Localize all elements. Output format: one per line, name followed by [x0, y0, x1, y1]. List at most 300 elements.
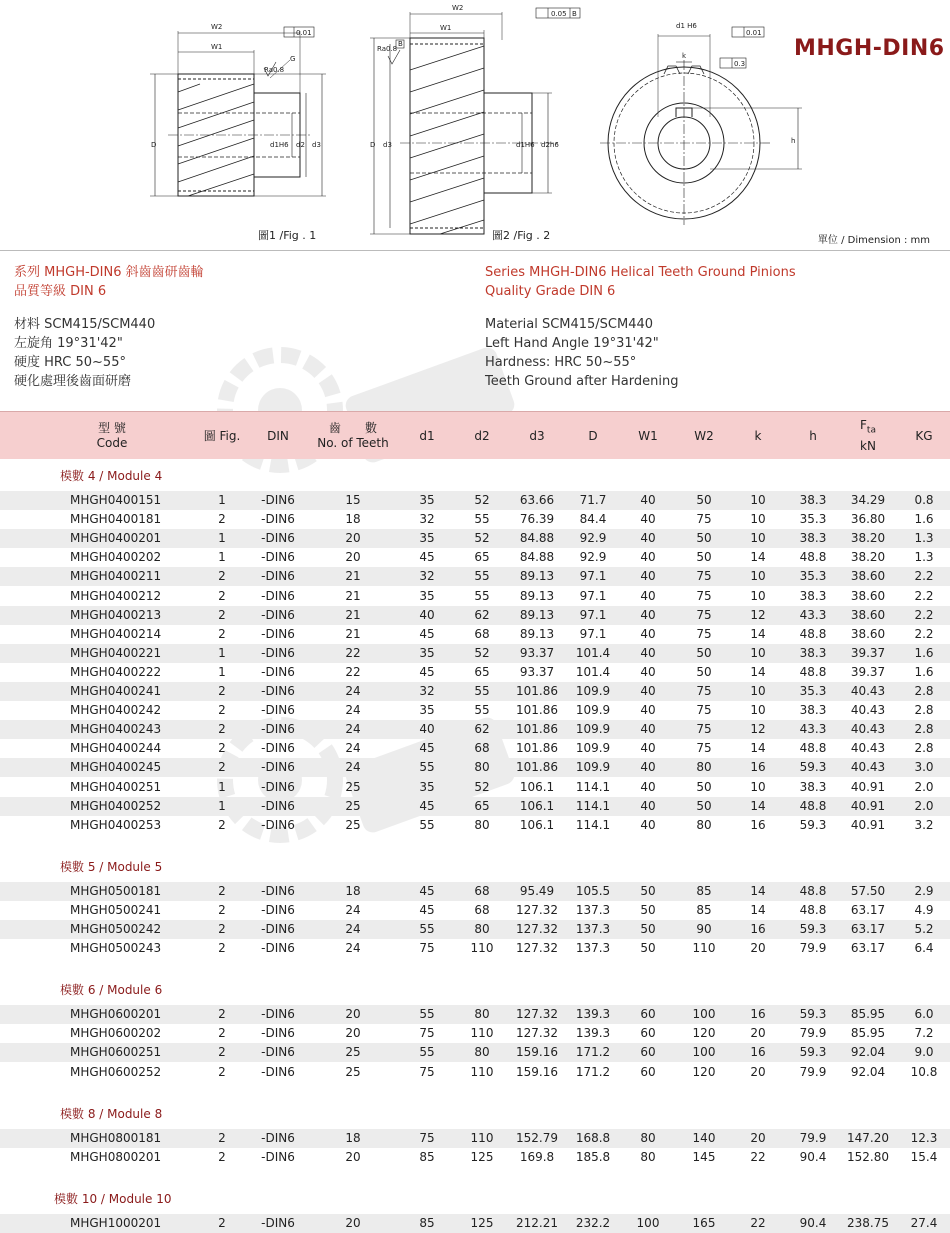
cell-d3: 93.37: [519, 645, 555, 660]
cell-w2: 50: [696, 798, 712, 813]
cell-kg: 7.2: [914, 1026, 934, 1041]
cell-din: -DIN6: [261, 798, 295, 813]
cell-fig: 2: [218, 760, 226, 775]
cell-h: 48.8: [799, 798, 827, 813]
cell-D: 105.5: [575, 883, 611, 898]
fig3-h-label: h: [791, 137, 796, 145]
cell-w1: 80: [640, 1149, 656, 1164]
cell-d2: 55: [474, 588, 490, 603]
table-row: [0, 644, 950, 663]
cell-din: -DIN6: [261, 531, 295, 546]
fig2-caption: 圖2 /Fig . 2: [492, 229, 551, 242]
cell-fig: 2: [218, 817, 226, 832]
cell-kg: 1.6: [914, 664, 934, 679]
cell-kg: 2.8: [914, 741, 934, 756]
cell-din: -DIN6: [261, 550, 295, 565]
cell-w2: 110: [692, 941, 716, 956]
fig1-w1-label: W1: [211, 43, 223, 51]
cell-code: MHGH0400245: [70, 760, 162, 775]
cell-k: 10: [750, 645, 766, 660]
cell-kg: 1.6: [914, 512, 934, 527]
cell-D: 114.1: [575, 817, 611, 832]
cell-code: MHGH0400213: [70, 607, 162, 622]
cell-din: -DIN6: [261, 493, 295, 507]
cell-teeth: 25: [345, 1045, 361, 1060]
header-teeth: 齒 數 No. of Teeth: [317, 421, 389, 450]
cell-d1: 32: [419, 569, 435, 584]
cell-h: 48.8: [799, 626, 827, 641]
cell-teeth: 24: [345, 902, 361, 917]
cell-fta: 63.17: [850, 902, 886, 917]
cell-w1: 40: [640, 493, 656, 507]
cell-d1: 35: [419, 645, 435, 660]
cell-fig: 1: [218, 779, 226, 794]
table-row: [0, 920, 950, 939]
cell-d3: 89.13: [519, 588, 555, 603]
cell-h: 79.9: [799, 1064, 827, 1079]
cell-d3: 127.32: [516, 902, 558, 917]
cell-d2: 55: [474, 703, 490, 718]
cell-d3: 101.86: [516, 703, 558, 718]
cell-d1: 35: [419, 779, 435, 794]
cell-d3: 101.86: [516, 760, 558, 775]
header-code: 型 號 Code: [96, 421, 128, 450]
cell-d3: 106.1: [519, 779, 555, 794]
cell-fig: 2: [218, 741, 226, 756]
cell-d1: 32: [419, 512, 435, 527]
cell-k: 10: [750, 588, 766, 603]
table-row: [0, 1005, 950, 1024]
cell-h: 48.8: [799, 664, 827, 679]
cell-teeth: 15: [345, 493, 361, 507]
cell-d3: 101.86: [516, 722, 558, 737]
cell-d2: 62: [474, 722, 490, 737]
cell-d2: 110: [470, 941, 494, 956]
spec-cn-angle: 左旋角 19°31'42": [14, 336, 123, 351]
fig1-tol-label: 0.01: [296, 29, 312, 37]
cell-d3: 84.88: [519, 531, 555, 546]
cell-fig: 2: [218, 941, 226, 956]
fig2-w2-label: W2: [452, 4, 464, 12]
cell-d2: 65: [474, 798, 490, 813]
cell-fta: 57.50: [850, 883, 886, 898]
cell-D: 97.1: [579, 588, 607, 603]
cell-h: 79.9: [799, 1026, 827, 1041]
cell-w2: 75: [696, 684, 712, 698]
fig3-drawing: [600, 27, 802, 225]
cell-k: 20: [750, 1064, 766, 1079]
cell-h: 35.3: [799, 512, 827, 527]
cell-h: 35.3: [799, 569, 827, 584]
cell-D: 101.4: [575, 664, 611, 679]
cell-kg: 2.0: [914, 779, 934, 794]
cell-teeth: 24: [345, 941, 361, 956]
cell-teeth: 25: [345, 779, 361, 794]
table-row: [0, 816, 950, 835]
cell-din: -DIN6: [261, 512, 295, 527]
cell-fta: 40.43: [850, 760, 886, 775]
table-row: [0, 758, 950, 777]
fig1-ra-label: Ra0.8: [264, 66, 285, 74]
cell-teeth: 25: [345, 817, 361, 832]
cell-fta: 40.91: [850, 817, 886, 832]
header-din: DIN: [267, 428, 289, 443]
cell-d2: 52: [474, 645, 490, 660]
fig1-drawing: [150, 27, 326, 196]
cell-din: -DIN6: [261, 607, 295, 622]
fig2-w1-label: W1: [440, 24, 452, 32]
cell-d1: 55: [419, 817, 435, 832]
cell-fta: 34.29: [850, 493, 886, 507]
cell-din: -DIN6: [261, 941, 295, 956]
cell-D: 168.8: [575, 1130, 611, 1145]
cell-h: 38.3: [799, 531, 827, 546]
cell-D: 171.2: [575, 1064, 611, 1079]
cell-w2: 100: [692, 1045, 716, 1060]
spec-cn-hardness: 硬度 HRC 50~55°: [14, 355, 126, 370]
cell-w1: 40: [640, 798, 656, 813]
cell-kg: 2.0: [914, 798, 934, 813]
cell-code: MHGH0400212: [70, 588, 162, 603]
cell-h: 48.8: [799, 902, 827, 917]
cell-w2: 75: [696, 741, 712, 756]
cell-code: MHGH0400201: [70, 531, 162, 546]
cell-d1: 75: [419, 941, 435, 956]
cell-din: -DIN6: [261, 779, 295, 794]
brand-title: MHGH-DIN6: [794, 36, 945, 61]
cell-h: 38.3: [799, 779, 827, 794]
cell-fta: 40.43: [850, 684, 886, 698]
cell-h: 59.3: [799, 817, 827, 832]
cell-din: -DIN6: [261, 1007, 295, 1022]
header-fig: 圖 Fig.: [203, 428, 241, 443]
cell-kg: 3.0: [914, 760, 934, 775]
cell-d2: 62: [474, 607, 490, 622]
cell-w2: 140: [692, 1130, 716, 1145]
cell-k: 14: [750, 902, 766, 917]
cell-kg: 1.6: [914, 645, 934, 660]
cell-kg: 3.2: [914, 817, 934, 832]
cell-fig: 1: [218, 798, 226, 813]
cell-k: 16: [750, 1045, 766, 1060]
cell-d1: 45: [419, 741, 435, 756]
cell-w2: 50: [696, 531, 712, 546]
cell-din: -DIN6: [261, 922, 295, 936]
cell-d1: 45: [419, 902, 435, 917]
cell-fta: 38.60: [850, 569, 886, 584]
cell-fig: 2: [218, 569, 226, 584]
cell-code: MHGH0400214: [70, 626, 162, 641]
cell-code: MHGH0400244: [70, 741, 162, 756]
cell-fta: 85.95: [850, 1026, 886, 1041]
cell-w1: 40: [640, 741, 656, 756]
cell-din: -DIN6: [261, 588, 295, 603]
cell-w1: 50: [640, 941, 656, 956]
cell-fta: 92.04: [850, 1045, 886, 1060]
cell-d2: 55: [474, 569, 490, 584]
cell-w2: 100: [692, 1007, 716, 1022]
cell-fig: 1: [218, 645, 226, 660]
cell-w2: 50: [696, 779, 712, 794]
cell-w1: 60: [640, 1064, 656, 1079]
cell-w1: 40: [640, 626, 656, 641]
cell-teeth: 24: [345, 760, 361, 775]
cell-din: -DIN6: [261, 760, 295, 775]
cell-h: 79.9: [799, 941, 827, 956]
cell-k: 10: [750, 569, 766, 584]
cell-d2: 110: [470, 1064, 494, 1079]
cell-fig: 2: [218, 1045, 226, 1060]
cell-w1: 40: [640, 684, 656, 698]
cell-code: MHGH0400181: [70, 512, 162, 527]
cell-h: 48.8: [799, 550, 827, 565]
cell-kg: 2.9: [914, 883, 934, 898]
cell-d2: 80: [474, 922, 490, 936]
cell-teeth: 24: [345, 741, 361, 756]
cell-k: 10: [750, 512, 766, 527]
cell-d3: 95.49: [519, 883, 555, 898]
spec-chinese: [14, 263, 204, 391]
cell-D: 109.9: [575, 741, 611, 756]
cell-kg: 4.9: [914, 902, 934, 917]
cell-fta: 40.43: [850, 722, 886, 737]
header-fta: $F_{ta}$ kN: [860, 418, 876, 453]
cell-d2: 80: [474, 1007, 490, 1022]
cell-teeth: 25: [345, 798, 361, 813]
cell-h: 38.3: [799, 588, 827, 603]
fig1-g-label: G: [290, 55, 296, 63]
spec-en-series: Series MHGH-DIN6 Helical Teeth Ground Pinions: [485, 265, 796, 280]
cell-k: 10: [750, 531, 766, 546]
cell-din: -DIN6: [261, 1149, 295, 1164]
header-d2: d2: [474, 428, 490, 443]
spec-cn-material: 材料 SCM415/SCM440: [14, 317, 156, 332]
cell-k: 14: [750, 550, 766, 565]
cell-d2: 68: [474, 626, 490, 641]
cell-w2: 120: [692, 1064, 716, 1079]
cell-D: 137.3: [575, 941, 611, 956]
cell-teeth: 18: [345, 1130, 361, 1145]
cell-d3: 84.88: [519, 550, 555, 565]
spec-en-material: Material SCM415/SCM440: [485, 317, 654, 332]
cell-d2: 125: [470, 1149, 494, 1164]
cell-kg: 1.3: [914, 550, 934, 565]
cell-fig: 2: [218, 1149, 226, 1164]
fig2-ra-label: Ra0.8: [377, 45, 398, 53]
cell-h: 48.8: [799, 883, 827, 898]
fig2-d2-label: d2h6: [541, 141, 559, 149]
cell-d1: 40: [419, 607, 435, 622]
header-D: D: [588, 428, 598, 443]
cell-w2: 50: [696, 664, 712, 679]
cell-d3: 101.86: [516, 684, 558, 698]
cell-teeth: 24: [345, 922, 361, 936]
cell-d1: 85: [419, 1149, 435, 1164]
cell-k: 10: [750, 684, 766, 698]
cell-din: -DIN6: [261, 741, 295, 756]
cell-w1: 40: [640, 760, 656, 775]
cell-h: 38.3: [799, 645, 827, 660]
cell-din: -DIN6: [261, 902, 295, 917]
cell-din: -DIN6: [261, 664, 295, 679]
cell-D: 109.9: [575, 760, 611, 775]
cell-w1: 40: [640, 664, 656, 679]
cell-d2: 80: [474, 760, 490, 775]
cell-h: 43.3: [799, 607, 827, 622]
cell-k: 20: [750, 1026, 766, 1041]
cell-teeth: 21: [345, 626, 361, 641]
cell-kg: 6.0: [914, 1007, 934, 1022]
cell-teeth: 18: [345, 883, 361, 898]
header-d3: d3: [529, 428, 545, 443]
cell-din: -DIN6: [261, 817, 295, 832]
cell-d3: 106.1: [519, 817, 555, 832]
cell-w2: 75: [696, 607, 712, 622]
cell-d3: 127.32: [516, 922, 558, 936]
header-w2: W2: [694, 428, 714, 443]
cell-d2: 52: [474, 531, 490, 546]
cell-code: MHGH0400222: [70, 664, 162, 679]
cell-code: MHGH0400253: [70, 817, 162, 832]
table-row: [0, 701, 950, 720]
table-row: [0, 491, 950, 510]
cell-fta: 85.95: [850, 1007, 886, 1022]
cell-d3: 152.79: [516, 1130, 558, 1145]
cell-kg: 9.0: [914, 1045, 934, 1060]
cell-w1: 40: [640, 703, 656, 718]
cell-fig: 1: [218, 550, 226, 565]
cell-d3: 89.13: [519, 569, 555, 584]
cell-d3: 127.32: [516, 1026, 558, 1041]
cell-D: 101.4: [575, 645, 611, 660]
cell-k: 10: [750, 703, 766, 718]
cell-d1: 75: [419, 1064, 435, 1079]
fig2-d1-label: d1H6: [516, 141, 535, 149]
cell-din: -DIN6: [261, 722, 295, 737]
table-row: [0, 663, 950, 682]
cell-d2: 80: [474, 1045, 490, 1060]
cell-d1: 55: [419, 922, 435, 936]
cell-d3: 89.13: [519, 607, 555, 622]
cell-d1: 45: [419, 664, 435, 679]
header-w1: W1: [638, 428, 658, 443]
fig1-d3-label: d3: [312, 141, 321, 149]
cell-fta: 40.91: [850, 798, 886, 813]
cell-d3: 63.66: [519, 493, 555, 507]
cell-w1: 50: [640, 902, 656, 917]
cell-fig: 2: [218, 626, 226, 641]
cell-k: 16: [750, 922, 766, 936]
cell-din: -DIN6: [261, 645, 295, 660]
fig1-w2-label: W2: [211, 23, 223, 31]
cell-kg: 10.8: [910, 1064, 938, 1079]
cell-k: 10: [750, 493, 766, 507]
cell-D: 137.3: [575, 922, 611, 936]
cell-kg: 2.8: [914, 703, 934, 718]
cell-w2: 50: [696, 493, 712, 507]
cell-w2: 80: [696, 817, 712, 832]
cell-fig: 2: [218, 1064, 226, 1079]
fig3-k-label: k: [682, 52, 687, 60]
cell-h: 38.3: [799, 703, 827, 718]
cell-d1: 35: [419, 493, 435, 507]
cell-teeth: 20: [345, 1007, 361, 1022]
cell-fig: 2: [218, 722, 226, 737]
cell-din: -DIN6: [261, 1215, 295, 1230]
cell-w2: 85: [696, 883, 712, 898]
technical-drawings: [0, 0, 950, 250]
table-row: [0, 529, 950, 548]
cell-code: MHGH0400252: [70, 798, 162, 813]
cell-code: MHGH1000201: [70, 1215, 162, 1230]
cell-code: MHGH0800201: [70, 1149, 162, 1164]
cell-w2: 75: [696, 722, 712, 737]
table-row: [0, 1024, 950, 1043]
cell-D: 139.3: [575, 1007, 611, 1022]
spec-en-angle: Left Hand Angle 19°31'42": [485, 336, 659, 351]
cell-d2: 125: [470, 1215, 494, 1230]
cell-w1: 40: [640, 550, 656, 565]
cell-fta: 92.04: [850, 1064, 886, 1079]
cell-fta: 152.80: [847, 1149, 889, 1164]
cell-din: -DIN6: [261, 883, 295, 898]
table-row: [0, 548, 950, 567]
cell-fig: 2: [218, 684, 226, 698]
cell-code: MHGH0400243: [70, 722, 162, 737]
cell-h: 79.9: [799, 1130, 827, 1145]
cell-d1: 35: [419, 703, 435, 718]
fig2-d-label: D: [370, 141, 376, 149]
cell-d1: 85: [419, 1215, 435, 1230]
cell-kg: 5.2: [914, 922, 934, 936]
cell-h: 48.8: [799, 741, 827, 756]
section-title: 模數 10 / Module 10: [54, 1191, 172, 1206]
table-row: [0, 606, 950, 625]
cell-h: 59.3: [799, 1045, 827, 1060]
cell-kg: 15.4: [910, 1149, 938, 1164]
cell-fta: 38.20: [850, 531, 886, 546]
cell-teeth: 24: [345, 722, 361, 737]
cell-d3: 169.8: [519, 1149, 555, 1164]
cell-din: -DIN6: [261, 1064, 295, 1079]
cell-k: 12: [750, 607, 766, 622]
cell-D: 109.9: [575, 703, 611, 718]
cell-code: MHGH0800181: [70, 1130, 162, 1145]
cell-w1: 40: [640, 817, 656, 832]
cell-fta: 238.75: [847, 1215, 889, 1230]
cell-code: MHGH0500242: [70, 922, 162, 936]
table-row: [0, 567, 950, 586]
cell-w2: 50: [696, 645, 712, 660]
cell-code: MHGH0400241: [70, 684, 162, 698]
cell-w1: 40: [640, 779, 656, 794]
cell-h: 59.3: [799, 760, 827, 775]
fig3-tol2-label: 0.3: [734, 60, 746, 68]
cell-h: 38.3: [799, 493, 827, 507]
cell-d1: 75: [419, 1130, 435, 1145]
spec-english: [485, 263, 796, 391]
cell-din: -DIN6: [261, 1045, 295, 1060]
cell-d3: 127.32: [516, 941, 558, 956]
cell-h: 90.4: [799, 1149, 827, 1164]
fig3-d1-label: d1 H6: [676, 22, 697, 30]
cell-d3: 89.13: [519, 626, 555, 641]
cell-k: 14: [750, 798, 766, 813]
cell-w1: 40: [640, 645, 656, 660]
cell-w2: 75: [696, 588, 712, 603]
cell-d1: 75: [419, 1026, 435, 1041]
cell-k: 20: [750, 941, 766, 956]
